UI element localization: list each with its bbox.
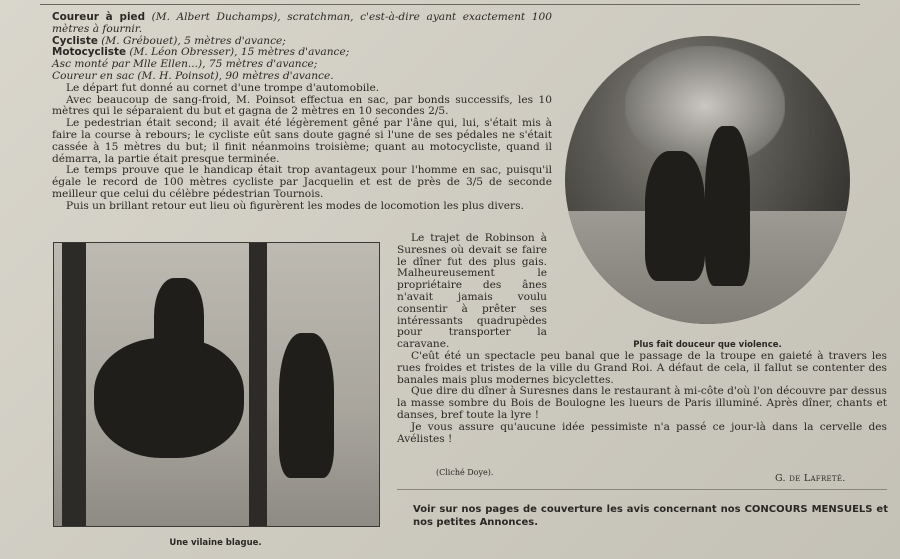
entry-cyclist: Cycliste (M. Grébouet), 5 mètres d'avance;: [52, 34, 286, 47]
paragraph-narrow: Le trajet de Robinson à Suresnes où devait se faire le dîner fut des plus gais. Malheureusement le propriétaire des ânes n'avait jamais voulu consentir à prêter ses intéressants quadrupèdes pour transporter la caravane.: [397, 232, 547, 351]
paragraph: Le temps prouve que le handicap était trop avantageux pour l'homme en sac, puisqu'il égale le record de 100 mètres cycliste par Jacquelin et est de près de 3/5 de seconde meilleur que celui du célèbre pédestrian Tournois.: [52, 164, 552, 200]
paragraph: Puis un brillant retour eut lieu où figurèrent les modes de locomotion les plus divers.: [66, 199, 524, 212]
entry-motorcyclist: Motocycliste (M. Léon Obresser), 15 mètres d'avance;: [52, 46, 350, 59]
contest-notice: Voir sur nos pages de couverture les avis concernant nos CONCOURS MENSUELS et nos petites Annonces.: [413, 504, 888, 528]
photo-gate-pillar-right: [249, 243, 267, 526]
photo-rider: [154, 278, 204, 373]
author-signature: G. de Lafreté.: [775, 473, 846, 484]
paragraph: Le pedestrian était second; il avait été légèrement gêné par l'âne qui, lui, s'était mis à faire la course à rebours; le cycliste eût sans doute gagné si l'une de ses pédales ne s'était cassée à 15 mètres du but; il finit néanmoins troisième; quant au motocycliste, quand il démarra, la partie était presque terminée.: [52, 117, 552, 165]
paragraph: Je vous assure qu'aucune idée pessimiste n'a passé ce jour-là dans la cervelle des Avélistes !: [397, 420, 887, 445]
entry-sack: Coureur en sac (M. H. Poinsot), 90 mètres d'avance.: [52, 69, 334, 82]
section-divider: [397, 489, 887, 490]
photo-trees-light: [625, 46, 785, 166]
entry-donkey: Asc monté par Mlle Ellen...), 75 mètres d'avance;: [52, 58, 318, 71]
top-rule: [40, 4, 860, 5]
paragraph: Que dire du dîner à Suresnes dans le restaurant à mi-côte d'où l'on découvre par dessus la masse sombre du Bois de Boulogne les lueurs de Paris illuminé. Après dîner, chants et danses, bref toute la lyre !: [397, 385, 887, 421]
paragraph: Avec beaucoup de sang-froid, M. Poinsot effectua en sac, par bonds successifs, les 10 mètres qui le séparaient du but et gagna de 2 mètres en 10 secondes 2/5.: [52, 93, 552, 118]
photo-bystander: [279, 333, 334, 478]
caption-rect-photo: Une vilaine blague.: [169, 538, 262, 548]
top-article-text: [52, 12, 552, 213]
photo-gate-pillar-left: [62, 243, 86, 526]
paragraph: C'eût été un spectacle peu banal que le passage de la troupe en gaieté à travers les rues froides et tristes de la ville du Grand Roi. A défaut de cela, il fallut se contenter des banales mais plus modernes bicyclettes.: [397, 349, 887, 386]
photo-credit: (Cliché Doye).: [436, 468, 494, 477]
entry-runner: Coureur à pied (M. Albert Duchamps), scratchman, c'est-à-dire ayant exactement 100 mètres à fournir.: [52, 11, 552, 35]
paragraph: Le départ fut donné au cornet d'une trompe d'automobile.: [66, 81, 380, 94]
rectangular-photo: [53, 242, 380, 527]
caption-circle-photo: Plus fait douceur que violence.: [633, 340, 782, 350]
bottom-article-text: [397, 233, 887, 445]
